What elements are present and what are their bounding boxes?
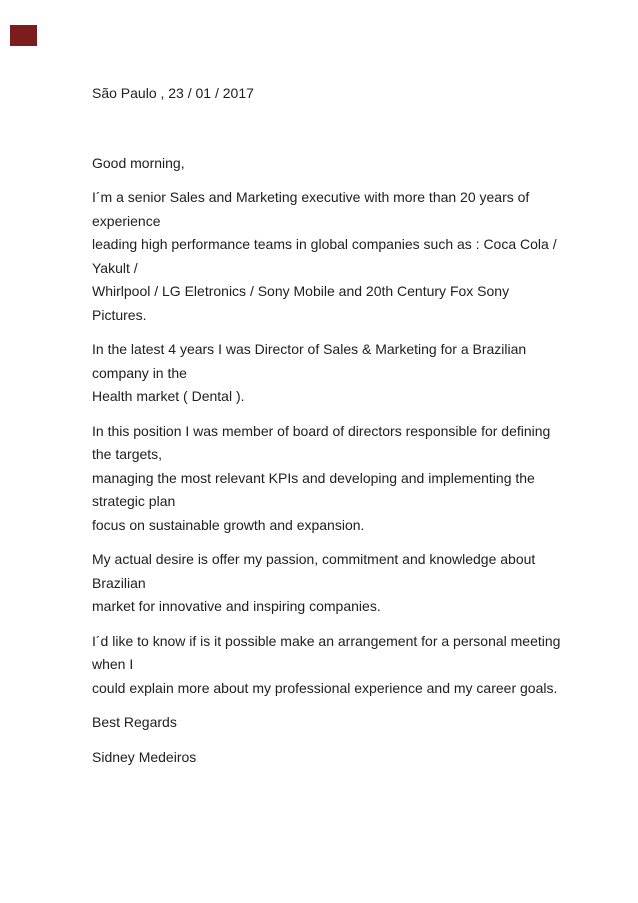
closing: Best Regards: [92, 714, 177, 730]
letter-body: [92, 82, 562, 769]
signature: Sidney Medeiros: [92, 748, 197, 765]
paragraph-director-role: In the latest 4 years I was Director of Sales & Marketing for a Brazilian company in the Health market ( Dental ).: [92, 341, 527, 404]
date-line: São Paulo , 23 / 01 / 2017: [92, 85, 254, 101]
paragraph-desire: My actual desire is offer my passion, commitment and knowledge about Brazilian market for innovative and inspiring companies.: [92, 551, 536, 614]
corner-mark: [10, 25, 37, 46]
greeting: Good morning,: [92, 154, 185, 171]
paragraph-meeting-request: I´d like to know if is it possible make an arrangement for a personal meeting when I could explain more about my professional experience and my career goals.: [92, 632, 561, 696]
paragraph-experience: I´m a senior Sales and Marketing executive with more than 20 years of experience leading high performance teams in global companies such as : Coca Cola / Yakult / Whirlpool / LG Eletronics / Sony Mobile and 20th Century Fox Sony Pictures.: [92, 189, 557, 323]
paragraph-board-member: In this position I was member of board of directors responsible for defining the targets, managing the most relevant KPIs and developing and implementing the strategic plan focus on sustainable growth and expansion.: [92, 422, 551, 533]
